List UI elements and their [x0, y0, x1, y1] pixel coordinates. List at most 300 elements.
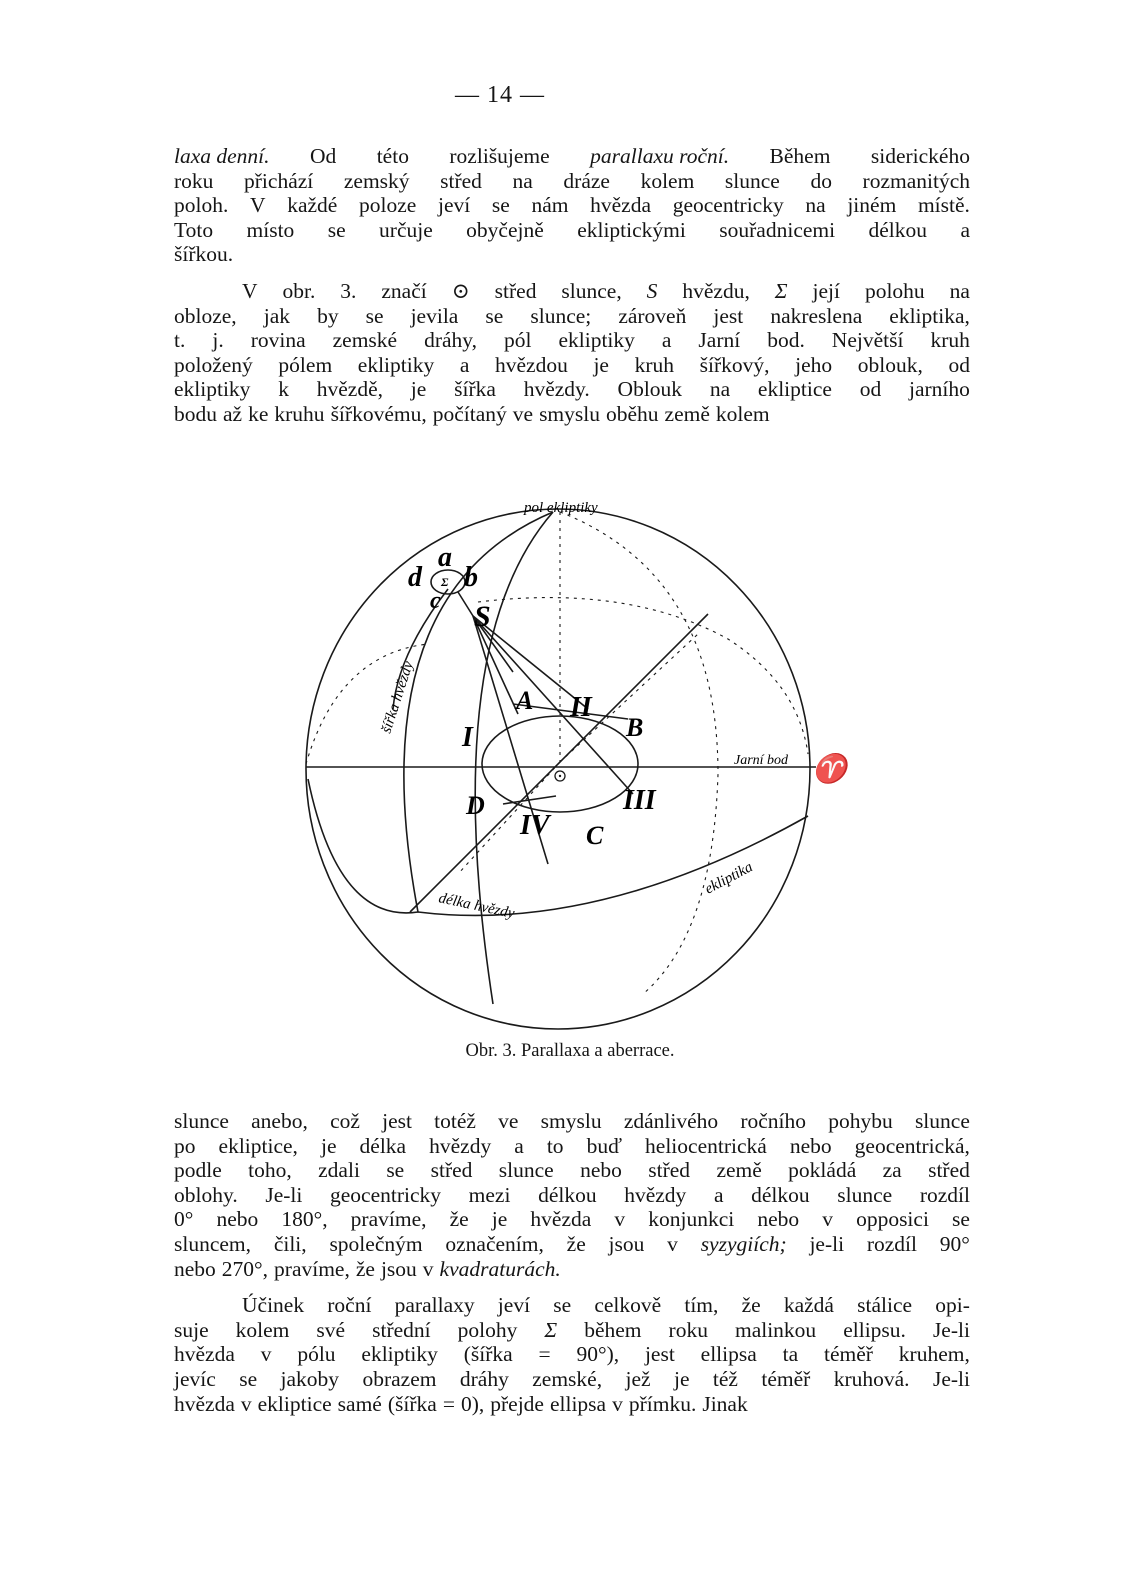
word: je	[410, 377, 427, 402]
word: každá	[783, 1293, 834, 1318]
word: se	[952, 1207, 970, 1232]
word: polohy	[457, 1317, 518, 1342]
word: t.	[174, 328, 186, 353]
word: obrazem	[362, 1366, 437, 1391]
word: 180°,	[281, 1207, 328, 1232]
word: téměř	[824, 1342, 873, 1367]
word: je	[593, 352, 609, 377]
label-longitude: délka hvězdy	[437, 890, 516, 922]
word: střed	[494, 278, 537, 303]
word: Účinek	[242, 1293, 305, 1318]
word: Jinak	[702, 1391, 748, 1416]
text-line	[174, 193, 970, 218]
word: pokládá	[788, 1158, 857, 1183]
text-line	[174, 1257, 970, 1282]
word: smyslu	[540, 1109, 602, 1133]
word: kolem	[640, 168, 695, 193]
word: jak	[263, 303, 291, 328]
word: což	[330, 1109, 360, 1133]
word: určuje	[379, 217, 433, 242]
word: zemské,	[532, 1366, 603, 1391]
word: též	[712, 1366, 738, 1391]
text-line	[174, 169, 970, 194]
text-block-bottom	[174, 1109, 970, 1416]
word: tím,	[684, 1293, 719, 1318]
figure-parallax-aberration	[298, 494, 847, 1014]
word: ekliptiky	[174, 377, 251, 402]
word: rozdíl	[919, 1182, 970, 1207]
word: střední	[372, 1317, 431, 1342]
word: pravíme,	[350, 1207, 427, 1232]
text-line	[174, 1109, 970, 1134]
word: hvězda	[174, 1391, 235, 1416]
word: oblohy.	[174, 1182, 238, 1207]
word: ekliptickými	[577, 217, 686, 242]
word: obyčejně	[466, 217, 544, 242]
word: ellipsa	[700, 1342, 757, 1367]
word: hvězdy.	[523, 377, 590, 402]
word: jevila	[410, 303, 459, 328]
word: Σ	[774, 278, 788, 303]
word: mezi	[468, 1182, 511, 1207]
word: počítaný	[432, 401, 507, 426]
word: označením,	[445, 1231, 544, 1256]
word: země	[664, 401, 710, 426]
word: šířka	[454, 377, 496, 402]
word: dráhy	[459, 1366, 509, 1391]
word: je	[673, 1366, 690, 1391]
word: se	[491, 193, 510, 218]
word: ellipsa	[549, 1391, 607, 1416]
word: se	[485, 303, 504, 328]
paragraph-3	[174, 1109, 970, 1281]
word: ve	[498, 1109, 519, 1133]
label-S: S	[474, 600, 491, 633]
label-IV: IV	[520, 810, 550, 841]
word: na	[805, 193, 826, 218]
dotted-back-circle	[560, 512, 718, 994]
text-line	[174, 1207, 970, 1232]
word: v	[822, 1207, 833, 1232]
word: parallaxu roční.	[590, 144, 730, 168]
word: každé	[287, 193, 338, 218]
word: a	[960, 217, 970, 242]
celestial-sphere	[306, 509, 810, 1029]
text-line	[174, 1158, 970, 1183]
label-D: D	[466, 791, 485, 820]
text-line	[174, 1232, 970, 1257]
paragraph-gap	[174, 267, 970, 279]
word: značí	[381, 278, 427, 303]
word: položený	[174, 352, 253, 377]
word: Od	[309, 144, 337, 168]
word: nám	[531, 193, 569, 218]
word: Toto	[174, 217, 214, 242]
word: zdali	[318, 1158, 360, 1183]
word: ekliptiky	[361, 1342, 438, 1367]
word: je	[491, 1207, 508, 1232]
word: ekliptice	[257, 1391, 332, 1416]
word: suje	[174, 1317, 209, 1342]
label-ecliptic: ekliptika	[702, 859, 756, 898]
word: je	[320, 1133, 337, 1158]
word: v	[667, 1231, 678, 1256]
word: zdánlivého	[623, 1109, 719, 1133]
word: kruh	[634, 352, 674, 377]
word: téměř	[761, 1366, 811, 1391]
word: ekliptice,	[218, 1133, 298, 1158]
paragraph-2	[174, 279, 970, 427]
word: hvězdy	[624, 1182, 687, 1207]
word: =	[442, 1391, 455, 1416]
word: bod.	[767, 328, 805, 353]
word: přejde	[490, 1391, 544, 1416]
label-vernal-point: Jarní bod	[734, 753, 789, 768]
word: je-li	[809, 1231, 845, 1256]
word: jiném	[847, 193, 897, 218]
word: délkou	[538, 1182, 597, 1207]
word: souřadnicemi	[719, 217, 836, 242]
word: parallaxy	[394, 1293, 475, 1318]
label-A: A	[516, 686, 534, 715]
word: rozmanitých	[862, 168, 970, 193]
word: své	[316, 1317, 346, 1342]
word: (šířka	[387, 1391, 437, 1416]
label-III: III	[623, 785, 656, 816]
word: střed	[648, 1158, 691, 1183]
word: S	[646, 278, 658, 303]
word: délka	[359, 1133, 407, 1158]
word: konjunkci	[648, 1207, 735, 1232]
word: pravíme,	[274, 1256, 350, 1281]
word: po	[174, 1133, 196, 1158]
word: geocentricky	[329, 1182, 442, 1207]
word: čili,	[273, 1231, 307, 1256]
word: poloze	[359, 193, 417, 218]
word: zároveň	[618, 303, 687, 328]
word: 0),	[460, 1391, 485, 1416]
word: rovina	[250, 328, 306, 353]
word: hvězdě,	[316, 377, 384, 402]
figure-svg	[298, 494, 847, 1014]
text-line	[174, 304, 970, 329]
word: nakreslena	[770, 303, 863, 328]
word: 3.	[340, 278, 357, 303]
word: oblouk,	[857, 352, 923, 377]
text-line	[174, 1183, 970, 1208]
word: od	[859, 377, 882, 402]
page-number: — 14 —	[455, 82, 545, 108]
sun-symbol-dot	[559, 775, 561, 777]
word: slunce;	[530, 303, 592, 328]
word: opposici	[856, 1207, 929, 1232]
word: ⊙	[451, 278, 470, 303]
word: ke	[248, 401, 269, 426]
word: na	[512, 168, 533, 193]
word: této	[376, 144, 409, 168]
word: na	[709, 377, 731, 402]
word: ekliptika,	[889, 303, 970, 328]
word: k	[278, 377, 289, 402]
word: do	[810, 168, 832, 193]
word: (šířka	[463, 1342, 513, 1367]
word: místě.	[917, 193, 970, 218]
word: kvadraturách.	[439, 1256, 561, 1281]
word: kolem	[235, 1317, 290, 1342]
word: a	[713, 1182, 724, 1207]
text-line	[174, 328, 970, 353]
word: kruhu	[274, 401, 325, 426]
word: poloh.	[174, 193, 229, 218]
word: hvězda	[590, 193, 652, 218]
word: pól	[503, 328, 532, 353]
word: ellipsu.	[843, 1317, 906, 1342]
word: V	[242, 278, 258, 303]
word: podle	[174, 1158, 222, 1183]
word: země	[716, 1158, 762, 1183]
label-aries: ♈	[812, 754, 847, 785]
word: V	[250, 193, 266, 218]
word: hvězdu,	[682, 278, 750, 303]
word: anebo,	[251, 1109, 308, 1133]
label-pole: pol ekliptiky	[524, 500, 598, 516]
word: smyslu	[539, 401, 600, 426]
word: geocentrická,	[854, 1133, 970, 1158]
word: Oblouk	[617, 377, 683, 402]
word: se	[239, 1366, 258, 1391]
word: j.	[212, 328, 224, 353]
word: rozlišujeme	[449, 144, 550, 168]
word: malinkou	[734, 1317, 817, 1342]
word: a	[459, 352, 470, 377]
word: jakoby	[280, 1366, 340, 1391]
word: siderického	[870, 144, 970, 168]
word: polohu	[864, 278, 925, 303]
word: šířkou.	[174, 242, 234, 267]
word: hvězdou	[494, 352, 568, 377]
word: se	[553, 1293, 572, 1318]
word: Největší	[831, 328, 904, 353]
word: zemské	[332, 328, 398, 353]
label-C: C	[586, 821, 604, 850]
word: šířkovému,	[330, 401, 427, 426]
word: dráze	[563, 168, 610, 193]
text-line	[174, 218, 970, 243]
label-a: a	[438, 542, 452, 573]
word: délkou	[751, 1182, 810, 1207]
word: pólem	[278, 352, 333, 377]
word: totéž	[434, 1109, 476, 1133]
word: se	[365, 303, 384, 328]
label-sigma: Σ	[441, 575, 449, 589]
text-line	[174, 1367, 970, 1392]
text-line	[174, 1293, 970, 1318]
word: místo	[246, 217, 295, 242]
word: laxa denní.	[174, 144, 270, 168]
word: toho,	[248, 1158, 292, 1183]
word: jsou	[380, 1256, 417, 1281]
word: během	[584, 1317, 642, 1342]
text-line	[174, 144, 970, 169]
meridian-circle	[475, 512, 553, 1004]
word: 270°,	[221, 1256, 269, 1281]
word: Σ	[544, 1317, 558, 1342]
word: ta	[782, 1342, 799, 1367]
text-line	[174, 279, 970, 304]
word: v	[240, 1391, 252, 1416]
label-latitude: šířka hvězdy	[378, 659, 417, 736]
word: jeví	[437, 193, 471, 218]
word: heliocentrická	[645, 1133, 767, 1158]
text-line	[174, 402, 970, 427]
word: dráhy,	[424, 328, 477, 353]
word: oběhu	[606, 401, 659, 426]
word: že	[566, 1231, 586, 1256]
word: slunce	[724, 168, 780, 193]
word: střed	[440, 168, 482, 193]
word: hvězdy	[429, 1133, 492, 1158]
word: roku	[174, 168, 214, 193]
word: nebo	[580, 1158, 622, 1183]
ecliptic-circle	[308, 779, 808, 915]
word: Je-li	[265, 1182, 303, 1207]
word: ekliptiky	[558, 328, 635, 353]
word: ve	[512, 401, 534, 426]
text-line	[174, 1342, 970, 1367]
word: celkově	[594, 1293, 662, 1318]
word: zemský	[343, 168, 410, 193]
word: by	[317, 303, 339, 328]
word: od	[948, 352, 970, 377]
word: jest	[644, 1342, 675, 1367]
word: ekliptice	[757, 377, 832, 402]
word: přímku.	[628, 1391, 697, 1416]
word: slunce	[837, 1182, 893, 1207]
word: kruhová.	[833, 1366, 910, 1391]
word: a	[661, 328, 672, 353]
word: v	[422, 1256, 434, 1281]
word: její	[812, 278, 840, 303]
word: nebo	[757, 1207, 800, 1232]
word: se	[386, 1158, 405, 1183]
word: jsou	[608, 1231, 645, 1256]
word: samé	[337, 1391, 382, 1416]
word: hvězda	[174, 1342, 235, 1367]
word: a	[514, 1133, 524, 1158]
word: nebo	[216, 1207, 259, 1232]
word: kruhem,	[898, 1342, 970, 1367]
label-II: II	[570, 692, 592, 723]
label-d: d	[408, 562, 422, 593]
word: to	[546, 1133, 564, 1158]
word: společným	[329, 1231, 423, 1256]
word: až	[223, 401, 243, 426]
word: slunce	[914, 1109, 970, 1133]
word: kolem	[715, 401, 770, 426]
text-line	[174, 1318, 970, 1343]
word: roční	[327, 1293, 372, 1318]
word: za	[882, 1158, 902, 1183]
label-b: b	[464, 562, 478, 593]
word: ekliptiky	[357, 352, 435, 377]
word: ročního	[740, 1109, 807, 1133]
word: 90°	[939, 1231, 970, 1256]
word: Je-li	[932, 1366, 970, 1391]
ray-sigma	[458, 592, 473, 616]
word: v	[260, 1342, 272, 1367]
paragraph-1	[174, 144, 970, 267]
word: roku	[668, 1317, 708, 1342]
word: jest	[382, 1109, 412, 1133]
word: nebo	[789, 1133, 832, 1158]
word: obloze,	[174, 303, 237, 328]
text-line	[174, 377, 970, 402]
word: že	[449, 1207, 469, 1232]
paragraph-gap	[174, 1281, 970, 1293]
text-line	[174, 1134, 970, 1159]
word: délkou	[868, 217, 928, 242]
word: na	[949, 278, 970, 303]
word: 90°),	[576, 1342, 620, 1367]
word: opi-	[935, 1293, 970, 1318]
word: se	[327, 217, 346, 242]
word: stálice	[857, 1293, 913, 1318]
label-c: c	[430, 588, 441, 614]
word: syzygiích;	[700, 1231, 787, 1256]
word: v	[614, 1207, 626, 1232]
word: obr.	[282, 278, 316, 303]
word: jeho	[795, 352, 833, 377]
word: buď	[586, 1133, 622, 1158]
word: pólu	[297, 1342, 336, 1367]
text-line	[174, 353, 970, 378]
word: Jarní	[698, 328, 741, 353]
word: 0°	[174, 1207, 194, 1232]
word: jevíc	[174, 1366, 216, 1391]
word: sluncem,	[174, 1231, 252, 1256]
word: =	[538, 1342, 551, 1367]
word: geocentricky	[672, 193, 784, 218]
word: jeví	[497, 1293, 531, 1318]
word: jež	[625, 1366, 651, 1391]
word: že	[355, 1256, 375, 1281]
word: přichází	[244, 168, 314, 193]
word: slunce	[174, 1109, 229, 1133]
word: že	[741, 1293, 761, 1318]
text-block-top	[174, 144, 970, 427]
word: střed	[430, 1158, 473, 1183]
word: slunce	[498, 1158, 554, 1183]
word: jest	[713, 303, 744, 328]
paragraph-4	[174, 1293, 970, 1416]
label-B: B	[626, 713, 644, 742]
label-I: I	[462, 722, 473, 753]
text-line	[174, 242, 970, 267]
word: pohybu	[828, 1109, 893, 1133]
word: v	[612, 1391, 623, 1416]
word: slunce,	[561, 278, 622, 303]
word: kruh	[930, 328, 970, 353]
figure-caption: Obr. 3. Parallaxa a aberrace.	[465, 1041, 675, 1061]
word: šířkový,	[699, 352, 770, 377]
word: střed	[928, 1158, 970, 1183]
text-line	[174, 1392, 970, 1417]
word: rozdíl	[866, 1231, 917, 1256]
word: nebo	[174, 1256, 216, 1281]
word: hvězda	[530, 1207, 592, 1232]
word: bodu	[174, 401, 217, 426]
word: Během	[769, 144, 831, 168]
